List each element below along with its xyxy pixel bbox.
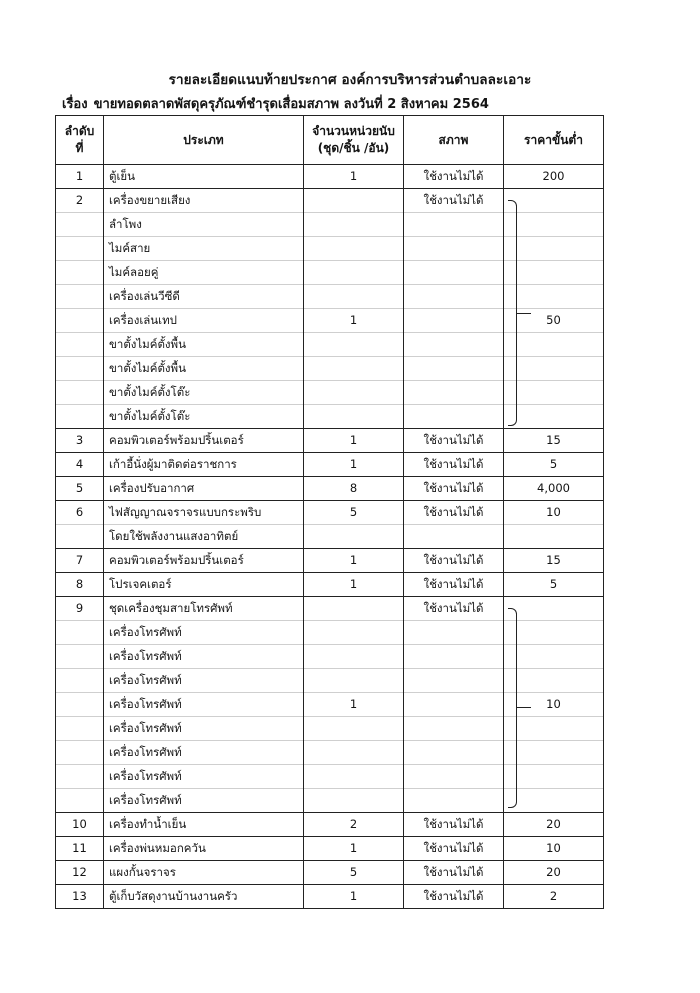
cell-status xyxy=(404,381,504,405)
cell-price: 5 xyxy=(504,573,604,597)
cell-price: 50 xyxy=(504,309,604,333)
cell-status xyxy=(404,357,504,381)
cell-status: ใช้งานไม่ได้ xyxy=(404,165,504,189)
document-title: รายละเอียดแนบท้ายประกาศ องค์การบริหารส่วนตำบลละเอาะ xyxy=(168,72,532,88)
cell-type: เครื่องเล่นเทป xyxy=(104,309,304,333)
cell-qty: 1 xyxy=(304,885,404,909)
cell-type: เครื่องโทรศัพท์ xyxy=(104,645,304,669)
cell-price: 15 xyxy=(504,549,604,573)
cell-status xyxy=(404,717,504,741)
cell-type: ขาตั้งไมค์ตั้งโต๊ะ xyxy=(104,405,304,429)
table-row xyxy=(56,381,604,405)
cell-qty xyxy=(304,213,404,237)
table-row xyxy=(56,789,604,813)
cell-qty xyxy=(304,381,404,405)
cell-qty: 1 xyxy=(304,453,404,477)
group-bracket-tip-item-2 xyxy=(517,313,531,314)
table-row xyxy=(56,885,604,909)
cell-no: 7 xyxy=(56,549,104,573)
cell-status: ใช้งานไม่ได้ xyxy=(404,885,504,909)
cell-qty xyxy=(304,333,404,357)
table-row xyxy=(56,453,604,477)
table-row xyxy=(56,213,604,237)
table-row xyxy=(56,621,604,645)
table-row xyxy=(56,501,604,525)
cell-qty xyxy=(304,789,404,813)
cell-type: ตู้เก็บวัสดุงานบ้านงานครัว xyxy=(104,885,304,909)
cell-type: ลำโพง xyxy=(104,213,304,237)
cell-type: ไฟสัญญาณจราจรแบบกระพริบ xyxy=(104,501,304,525)
cell-qty: 1 xyxy=(304,573,404,597)
cell-price: 4,000 xyxy=(504,477,604,501)
cell-no xyxy=(56,741,104,765)
cell-no: 11 xyxy=(56,837,104,861)
cell-type: เครื่องโทรศัพท์ xyxy=(104,765,304,789)
table-row xyxy=(56,693,604,717)
cell-price xyxy=(504,597,604,621)
cell-no xyxy=(56,357,104,381)
cell-qty: 5 xyxy=(304,861,404,885)
cell-status: ใช้งานไม่ได้ xyxy=(404,453,504,477)
cell-status xyxy=(404,765,504,789)
cell-qty xyxy=(304,621,404,645)
cell-status xyxy=(404,693,504,717)
cell-no xyxy=(56,405,104,429)
cell-no: 3 xyxy=(56,429,104,453)
cell-no: 2 xyxy=(56,189,104,213)
table-row xyxy=(56,549,604,573)
cell-qty xyxy=(304,285,404,309)
cell-status xyxy=(404,741,504,765)
cell-price xyxy=(504,765,604,789)
cell-price: 10 xyxy=(504,501,604,525)
table-body xyxy=(56,165,604,909)
cell-price xyxy=(504,525,604,549)
cell-price xyxy=(504,669,604,693)
table-header-row xyxy=(56,116,604,165)
cell-no xyxy=(56,381,104,405)
cell-status xyxy=(404,261,504,285)
cell-price xyxy=(504,405,604,429)
cell-no xyxy=(56,213,104,237)
subject-label: เรื่อง xyxy=(62,97,88,112)
cell-qty: 1 xyxy=(304,837,404,861)
col-header-status: สภาพ xyxy=(404,116,504,165)
cell-type: เครื่องปรับอากาศ xyxy=(104,477,304,501)
col-header-price: ราคาขั้นต่ำ xyxy=(504,116,604,165)
cell-no: 1 xyxy=(56,165,104,189)
cell-no: 9 xyxy=(56,597,104,621)
col-header-no: ลำดับที่ xyxy=(56,116,104,165)
cell-status xyxy=(404,525,504,549)
table-row xyxy=(56,765,604,789)
table-row xyxy=(56,333,604,357)
group-bracket-item-9 xyxy=(508,608,517,808)
cell-qty: 1 xyxy=(304,693,404,717)
cell-type: เครื่องโทรศัพท์ xyxy=(104,789,304,813)
table-row xyxy=(56,669,604,693)
cell-qty xyxy=(304,525,404,549)
group-bracket-tip-item-9 xyxy=(517,707,531,708)
cell-no xyxy=(56,309,104,333)
cell-qty xyxy=(304,741,404,765)
cell-type: ขาตั้งไมค์ตั้งพื้น xyxy=(104,357,304,381)
cell-qty: 1 xyxy=(304,309,404,333)
cell-status xyxy=(404,669,504,693)
cell-status: ใช้งานไม่ได้ xyxy=(404,477,504,501)
cell-type: เครื่องโทรศัพท์ xyxy=(104,621,304,645)
cell-qty: 2 xyxy=(304,813,404,837)
cell-status: ใช้งานไม่ได้ xyxy=(404,549,504,573)
cell-no: 13 xyxy=(56,885,104,909)
cell-no xyxy=(56,261,104,285)
cell-no: 12 xyxy=(56,861,104,885)
cell-status xyxy=(404,213,504,237)
cell-type: เครื่องโทรศัพท์ xyxy=(104,693,304,717)
cell-qty: 1 xyxy=(304,165,404,189)
cell-price: 2 xyxy=(504,885,604,909)
cell-qty: 5 xyxy=(304,501,404,525)
cell-status xyxy=(404,789,504,813)
cell-type: เครื่องโทรศัพท์ xyxy=(104,717,304,741)
cell-price xyxy=(504,621,604,645)
cell-status xyxy=(404,285,504,309)
cell-price xyxy=(504,237,604,261)
cell-status xyxy=(404,645,504,669)
cell-type: ไมค์ลอยคู่ xyxy=(104,261,304,285)
cell-price xyxy=(504,381,604,405)
cell-qty xyxy=(304,405,404,429)
cell-qty xyxy=(304,765,404,789)
cell-no: 4 xyxy=(56,453,104,477)
cell-no xyxy=(56,645,104,669)
cell-status: ใช้งานไม่ได้ xyxy=(404,429,504,453)
table-row xyxy=(56,573,604,597)
cell-type: คอมพิวเตอร์พร้อมปริ้นเตอร์ xyxy=(104,429,304,453)
table-row xyxy=(56,357,604,381)
cell-status xyxy=(404,621,504,645)
table-row xyxy=(56,237,604,261)
cell-type: ขาตั้งไมค์ตั้งพื้น xyxy=(104,333,304,357)
cell-no: 10 xyxy=(56,813,104,837)
cell-no xyxy=(56,789,104,813)
cell-no: 5 xyxy=(56,477,104,501)
cell-qty xyxy=(304,357,404,381)
cell-type: เก้าอี้นั่งผู้มาติดต่อราชการ xyxy=(104,453,304,477)
cell-price xyxy=(504,285,604,309)
cell-price: 15 xyxy=(504,429,604,453)
cell-price: 10 xyxy=(504,693,604,717)
cell-type: โปรเจคเตอร์ xyxy=(104,573,304,597)
cell-qty: 8 xyxy=(304,477,404,501)
cell-no xyxy=(56,285,104,309)
cell-no: 6 xyxy=(56,501,104,525)
cell-no xyxy=(56,693,104,717)
cell-type: ชุดเครื่องชุมสายโทรศัพท์ xyxy=(104,597,304,621)
cell-qty xyxy=(304,669,404,693)
table-row xyxy=(56,405,604,429)
cell-status: ใช้งานไม่ได้ xyxy=(404,813,504,837)
cell-type: เครื่องโทรศัพท์ xyxy=(104,741,304,765)
cell-status xyxy=(404,237,504,261)
cell-type: เครื่องทำน้ำเย็น xyxy=(104,813,304,837)
table-row xyxy=(56,165,604,189)
cell-no xyxy=(56,621,104,645)
table-row xyxy=(56,645,604,669)
cell-qty: 1 xyxy=(304,549,404,573)
cell-price xyxy=(504,741,604,765)
cell-status: ใช้งานไม่ได้ xyxy=(404,573,504,597)
cell-status xyxy=(404,405,504,429)
cell-no xyxy=(56,525,104,549)
cell-price: 20 xyxy=(504,861,604,885)
col-header-qty: จำนวนหน่วยนับ (ชุด/ชิ้น /อัน) xyxy=(304,116,404,165)
cell-price: 200 xyxy=(504,165,604,189)
cell-no xyxy=(56,765,104,789)
cell-price xyxy=(504,645,604,669)
cell-status: ใช้งานไม่ได้ xyxy=(404,189,504,213)
subject-text: ขายทอดตลาดพัสดุครุภัณฑ์ชำรุดเสื่อมสภาพ ลงวันที่ 2 สิงหาคม 2564 xyxy=(93,97,489,112)
cell-qty xyxy=(304,645,404,669)
cell-status xyxy=(404,309,504,333)
cell-no xyxy=(56,669,104,693)
items-table xyxy=(55,115,604,909)
cell-price xyxy=(504,717,604,741)
cell-status: ใช้งานไม่ได้ xyxy=(404,597,504,621)
group-bracket-item-2 xyxy=(508,200,517,426)
cell-type: แผงกั้นจราจร xyxy=(104,861,304,885)
table-row xyxy=(56,525,604,549)
cell-qty xyxy=(304,237,404,261)
cell-no xyxy=(56,717,104,741)
cell-price xyxy=(504,189,604,213)
table-row xyxy=(56,285,604,309)
cell-no: 8 xyxy=(56,573,104,597)
cell-qty xyxy=(304,261,404,285)
cell-status: ใช้งานไม่ได้ xyxy=(404,837,504,861)
cell-qty: 1 xyxy=(304,429,404,453)
cell-price xyxy=(504,213,604,237)
cell-qty xyxy=(304,717,404,741)
table-row xyxy=(56,861,604,885)
cell-price xyxy=(504,333,604,357)
cell-price: 20 xyxy=(504,813,604,837)
cell-qty xyxy=(304,597,404,621)
cell-type: คอมพิวเตอร์พร้อมปริ้นเตอร์ xyxy=(104,549,304,573)
table-row xyxy=(56,429,604,453)
cell-type: เครื่องโทรศัพท์ xyxy=(104,669,304,693)
cell-type: เครื่องขยายเสียง xyxy=(104,189,304,213)
cell-type: เครื่องเล่นวีซีดี xyxy=(104,285,304,309)
cell-status xyxy=(404,333,504,357)
cell-type: เครื่องพ่นหมอกควัน xyxy=(104,837,304,861)
table-row xyxy=(56,717,604,741)
cell-price xyxy=(504,261,604,285)
cell-price xyxy=(504,357,604,381)
table-row xyxy=(56,597,604,621)
cell-no xyxy=(56,333,104,357)
cell-no xyxy=(56,237,104,261)
table-row xyxy=(56,741,604,765)
cell-qty xyxy=(304,189,404,213)
cell-type: ตู้เย็น xyxy=(104,165,304,189)
table-row xyxy=(56,813,604,837)
table-row xyxy=(56,189,604,213)
col-header-type: ประเภท xyxy=(104,116,304,165)
document-subject xyxy=(62,93,682,114)
cell-type: ไมค์สาย xyxy=(104,237,304,261)
table-row xyxy=(56,261,604,285)
cell-type: ขาตั้งไมค์ตั้งโต๊ะ xyxy=(104,381,304,405)
cell-price: 5 xyxy=(504,453,604,477)
cell-status: ใช้งานไม่ได้ xyxy=(404,861,504,885)
cell-status: ใช้งานไม่ได้ xyxy=(404,501,504,525)
table-row xyxy=(56,477,604,501)
cell-price xyxy=(504,789,604,813)
cell-type: โดยใช้พลังงานแสงอาทิตย์ xyxy=(104,525,304,549)
cell-price: 10 xyxy=(504,837,604,861)
table-row xyxy=(56,837,604,861)
